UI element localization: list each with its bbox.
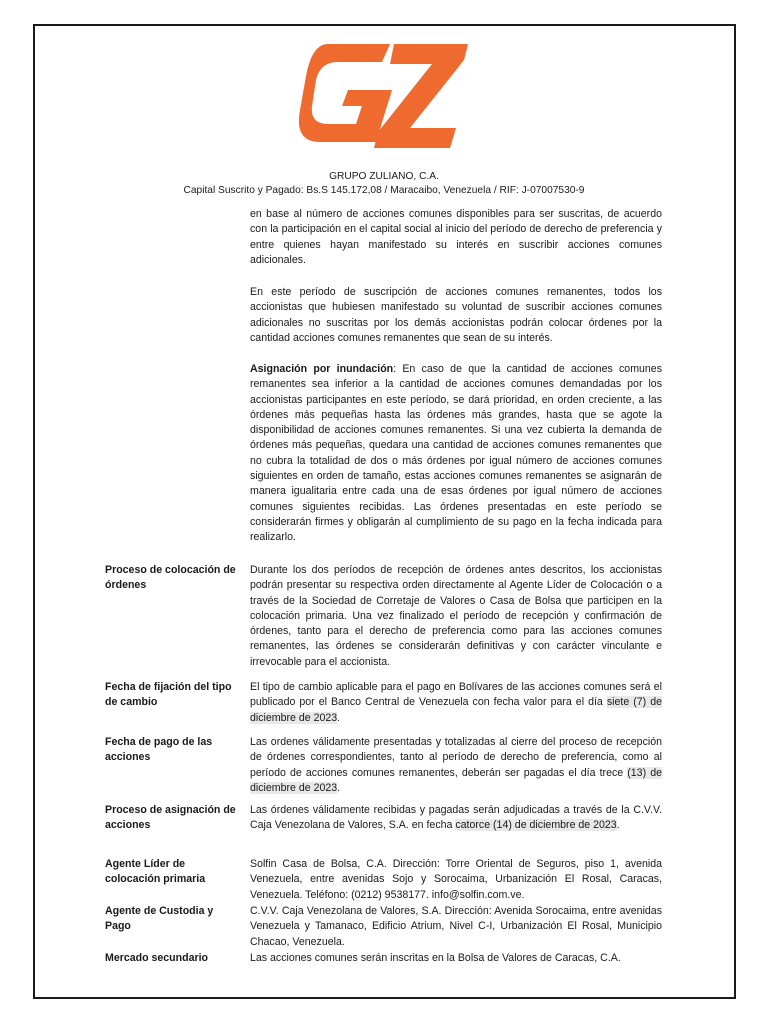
pago-end: .	[337, 781, 341, 794]
fijacion-end: .	[337, 711, 341, 724]
asignacion-end: .	[616, 819, 620, 832]
label-custodia: Agente de Custodia y Pago	[105, 905, 214, 933]
asignacion-date: catorce (14) de diciembre de 2023	[455, 819, 617, 832]
value-agente-lider: Solfin Casa de Bolsa, C.A. Dirección: Torre Oriental de Seguros, piso 1, avenida Venezuela, entre avenidas Sojo y Sorocaima, Urbanización El Rosal, Caracas, Venezuela. Teléfono: (0212) 9538177. info@solfin.com.ve.	[250, 858, 662, 901]
label-asignacion: Proceso de asignación de acciones	[105, 804, 236, 832]
fijacion-date: siete (7) de diciembre de 2023	[250, 696, 663, 724]
gz-logo	[298, 44, 470, 152]
intro-paragraph-2: En este período de suscripción de acciones comunes remanentes, todos los accionistas que hubiesen manifestado su voluntad de suscribir acciones comunes adicionales no suscritas por los demás accionistas podrán colocar órdenes por la cantidad acciones comunes remanentes que sean de su interés.	[250, 286, 662, 344]
value-colocacion: Durante los dos períodos de recepción de órdenes antes descritos, los accionistas podrán presentar su respectiva orden directamente al Agente Líder de Colocación o a través de la Sociedad de Corretaje de Valores o Casa de Bolsa que participen en la colocación primaria. Una vez finalizado el período de recepción y confirmación de órdenes, tanto para el derecho de preferencia como para las acciones comunes remanentes, las órdenes se considerarán definitivas y con carácter vinculante e irrevocable para el accionista.	[250, 564, 662, 668]
value-pago	[250, 735, 662, 796]
label-agente-lider: Agente Líder de colocación primaria	[105, 858, 206, 886]
value-asignacion	[250, 803, 662, 834]
fijacion-text: El tipo de cambio aplicable para el pago en Bolívares de las acciones comunes será el publicado por el Banco Central de Venezuela con fecha valor para el día	[250, 681, 662, 709]
company-name: GRUPO ZULIANO, C.A.	[329, 171, 439, 182]
value-mercado: Las acciones comunes serán inscritas en la Bolsa de Valores de Caracas, C.A.	[250, 952, 621, 964]
value-fijacion	[250, 680, 662, 726]
label-colocacion: Proceso de colocación de órdenes	[105, 564, 236, 592]
label-fijacion: Fecha de fijación del tipo de cambio	[105, 681, 232, 709]
flood-allocation-label: Asignación por inundación	[250, 363, 394, 375]
pago-text: Las ordenes válidamente presentadas y totalizadas al cierre del proceso de recepción de órdenes correspondientes, tanto al período de derecho de preferencia, como al período de acciones comunes remanentes, deberán ser pagadas el día trece	[250, 736, 662, 779]
capital-info: Capital Suscrito y Pagado: Bs.S 145.172,08 / Maracaibo, Venezuela / RIF: J-07007530-9	[183, 185, 585, 196]
flood-allocation-paragraph	[250, 362, 662, 546]
flood-allocation-text: : En caso de que la cantidad de acciones comunes remanentes sea inferior a la cantidad de acciones comunes demandadas por los accionistas participantes en este período, se dará prioridad, en orden creciente, a las órdenes más pequeñas hasta las órdenes más grandes, hasta que se agote la disponibilidad de acciones comunes remanentes. Si una vez cubierta la demanda de órdenes más pequeñas, quedara una cantidad de acciones comunes remanentes que no cubra la totalidad de dos o más órdenes por igual número de acciones comunes siguientes en orden de tamaño, estas acciones comunes remanentes se asignarán de manera igualitaria entre cada una de esas órdenes por igual número de acciones comunes siguientes recibidas. Las órdenes presentadas en este período se considerarán firmes y obligarán al cumplimiento de su pago en la fecha indicada para realizarlo.	[250, 363, 662, 544]
label-pago: Fecha de pago de las acciones	[105, 736, 213, 764]
value-custodia: C.V.V. Caja Venezolana de Valores, S.A. Dirección: Avenida Sorocaima, entre avenidas Venezuela y Tamanaco, Edificio Atrium, Nivel C-I, Urbanización El Rosal, Municipio Chacao, Venezuela.	[250, 905, 662, 948]
intro-paragraph-1: en base al número de acciones comunes disponibles para ser suscritas, de acuerdo con la participación en el capital social al inicio del período de derecho de preferencia y entre quienes hayan manifestado su interés en suscribir acciones comunes adicionales.	[250, 208, 662, 266]
label-mercado: Mercado secundario	[105, 952, 209, 964]
pago-date: (13) de diciembre de 2023	[250, 766, 662, 794]
asignacion-text: Las órdenes válidamente recibidas y pagadas serán adjudicadas a través de la C.V.V. Caja Venezolana de Valores, S.A. en fecha	[250, 804, 662, 832]
